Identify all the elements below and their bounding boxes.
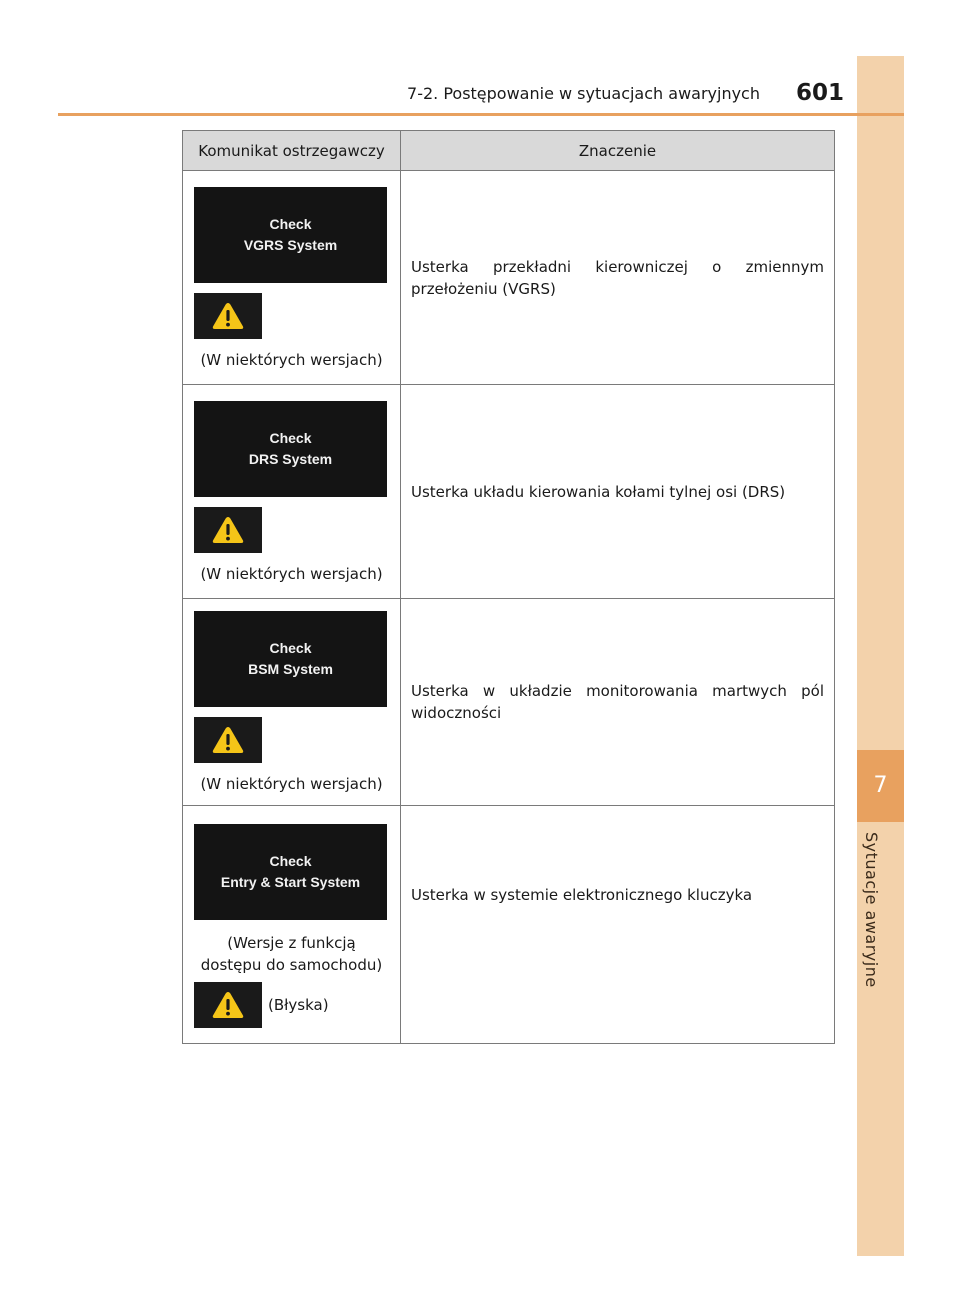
screen-line-1: Check bbox=[269, 215, 312, 232]
warning-triangle-icon bbox=[194, 717, 262, 763]
column-header-meaning: Znaczenie bbox=[401, 131, 835, 171]
table-row bbox=[183, 806, 835, 1044]
availability-note: (W niektórych wersjach) bbox=[200, 564, 383, 583]
screen-line-2: BSM System bbox=[248, 661, 333, 677]
screen-line-1: Check bbox=[269, 429, 312, 446]
flashing-indicator-row bbox=[194, 982, 394, 1028]
meaning-cell: Usterka przekładni kierowniczej o zmiennym przełożeniu (VGRS) bbox=[401, 171, 835, 385]
screen-line-1: Check bbox=[269, 852, 312, 869]
screen-line-2: DRS System bbox=[248, 450, 333, 467]
display-screen bbox=[194, 611, 387, 707]
flash-label: (Błyska) bbox=[268, 995, 329, 1014]
warning-triangle-icon bbox=[194, 982, 262, 1028]
warning-triangle-icon bbox=[194, 507, 262, 553]
screen-line-2: Entry & Start System bbox=[220, 873, 361, 890]
screen-line-2: VGRS System bbox=[243, 236, 338, 253]
chapter-number-tab: 7 bbox=[857, 750, 904, 822]
table-row bbox=[183, 385, 835, 599]
display-screen bbox=[194, 824, 387, 920]
availability-note: (W niektórych wersjach) bbox=[200, 350, 383, 369]
page-number: 601 bbox=[795, 80, 844, 106]
chapter-side-label: Sytuacje awaryjne bbox=[862, 832, 881, 988]
warning-triangle-icon bbox=[194, 293, 262, 339]
table-row bbox=[183, 171, 835, 385]
column-header-message: Komunikat ostrzegawczy bbox=[183, 131, 401, 171]
screen-line-1: Check bbox=[269, 640, 312, 656]
table-row bbox=[183, 599, 835, 806]
meaning-cell: Usterka w systemie elektronicznego kluczyka bbox=[401, 806, 835, 1044]
display-screen bbox=[194, 401, 387, 497]
availability-note-line-1: (Wersje z funkcją bbox=[227, 933, 356, 952]
section-title: 7-2. Postępowanie w sytuacjach awaryjnych bbox=[407, 84, 760, 103]
message-cell bbox=[183, 385, 401, 599]
display-screen bbox=[194, 187, 387, 283]
table-header-row bbox=[183, 131, 835, 171]
availability-note-line-2: dostępu do samochodu) bbox=[200, 955, 383, 974]
meaning-cell: Usterka układu kierowania kołami tylnej osi (DRS) bbox=[401, 385, 835, 599]
message-cell bbox=[183, 171, 401, 385]
header-rule bbox=[58, 113, 904, 116]
meaning-cell: Usterka w układzie monitorowania martwych pól widoczności bbox=[401, 599, 835, 806]
availability-note bbox=[189, 932, 394, 976]
warning-messages-table bbox=[182, 130, 835, 1044]
message-cell bbox=[183, 599, 401, 806]
chapter-side-band bbox=[857, 56, 904, 1256]
message-cell bbox=[183, 806, 401, 1044]
availability-note: (W niektórych wersjach) bbox=[200, 775, 383, 793]
